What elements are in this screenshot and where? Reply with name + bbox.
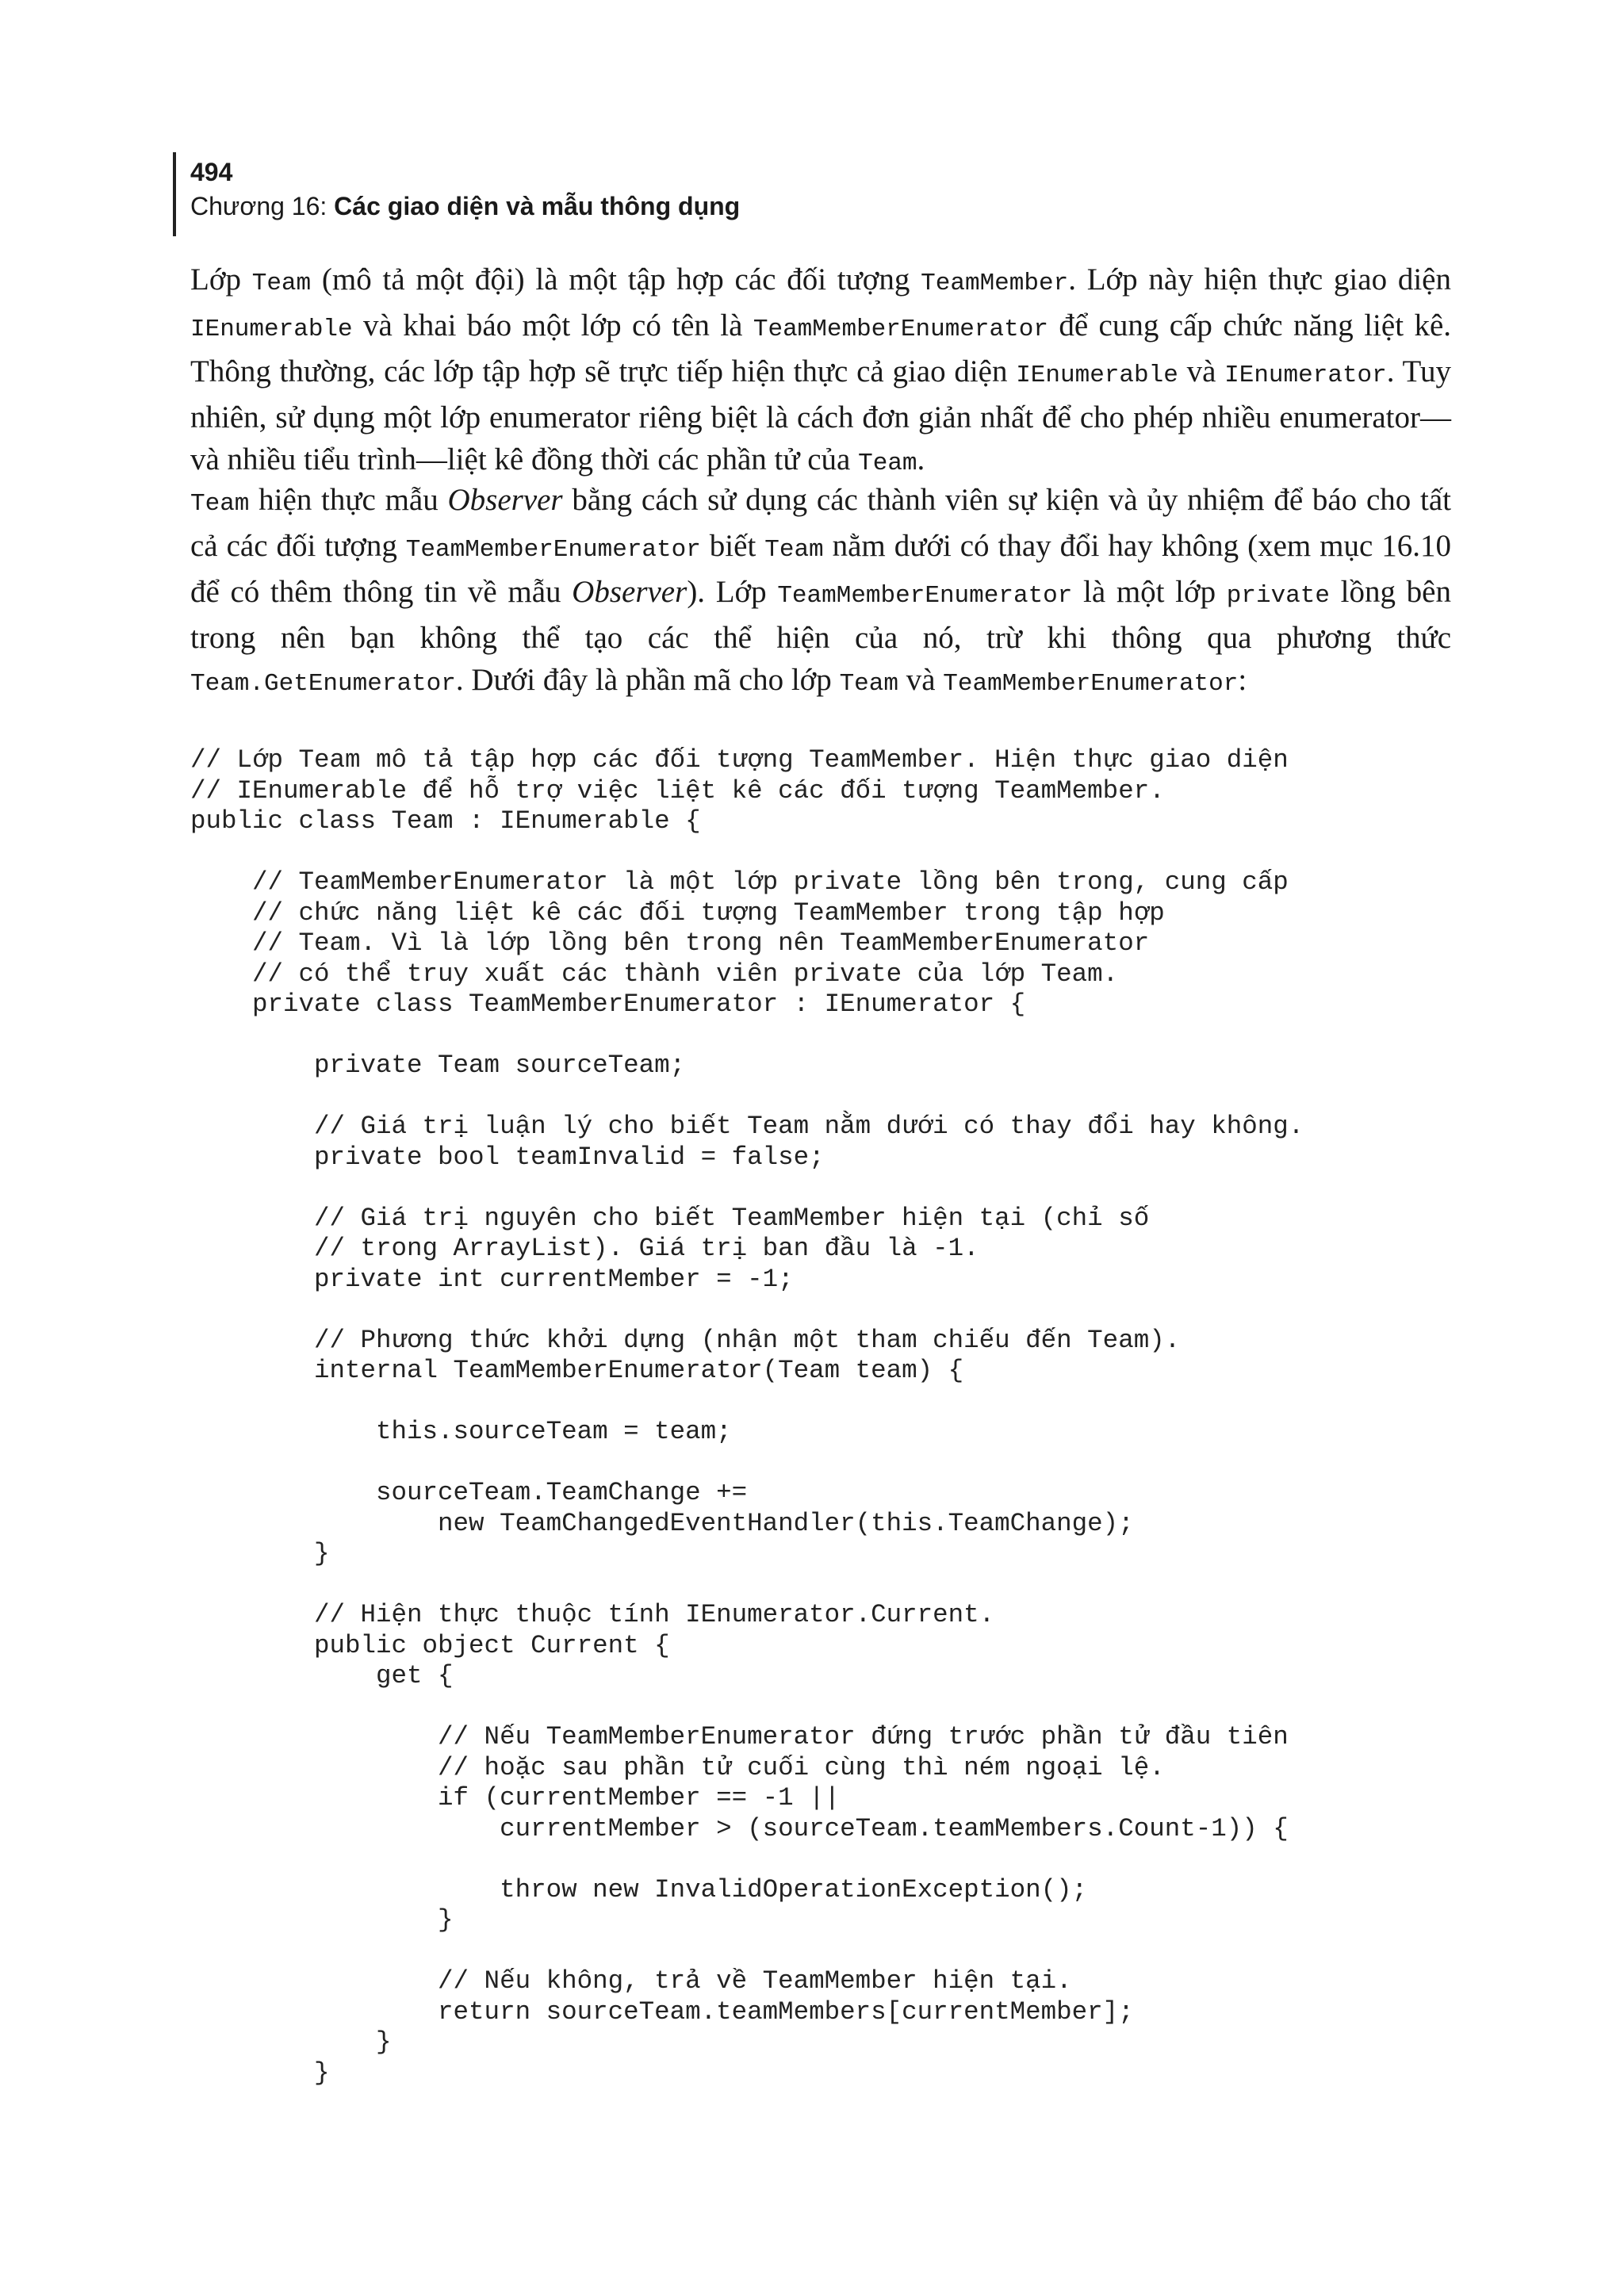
- text-run: bằng cách sử dụng các thành viên sự kiện và ủy nhiệm để báo cho tất cả các đối tượng: [190, 483, 1451, 563]
- inline-code: TeamMemberEnumerator: [753, 316, 1048, 343]
- italic-term: Observer: [447, 483, 563, 517]
- text-run: biết: [700, 529, 765, 563]
- inline-code: Team.GetEnumerator: [190, 670, 456, 698]
- chapter-prefix: Chương 16:: [190, 192, 335, 220]
- text-run: là một lớp: [1072, 575, 1227, 609]
- inline-code: TeamMemberEnumerator: [777, 582, 1073, 610]
- text-run: . Tuy nhiên, sử dụng một lớp enumerator riêng biệt là cách đơn giản nhất để cho phép nhiều enumerator—và nhiều tiểu trình—liệt kê đồng thời các phần tử của: [190, 354, 1451, 477]
- inline-code: IEnumerable: [190, 316, 353, 343]
- text-run: (mô tả một đội) là một tập hợp các đối tượng: [311, 262, 921, 297]
- text-run: nằm dưới có thay đổi hay không (xem mục 16.10 để có thêm thông tin về mẫu: [190, 529, 1452, 609]
- text-run: :: [1238, 663, 1247, 697]
- text-run: để cung cấp chức năng liệt kê. Thông thường, các lớp tập hợp sẽ trực tiếp hiện thực cả giao diện: [190, 308, 1451, 389]
- inline-code: IEnumerable: [1016, 362, 1178, 389]
- page-header: [173, 152, 740, 236]
- chapter-heading: [190, 189, 740, 224]
- text-run: . Dưới đây là phần mã cho lớp: [455, 663, 840, 697]
- inline-code: Team: [839, 670, 898, 698]
- chapter-title: Các giao diện và mẫu thông dụng: [334, 192, 741, 220]
- inline-code: Team: [858, 450, 917, 477]
- inline-code: TeamMember: [921, 270, 1069, 297]
- inline-code: TeamMemberEnumerator: [405, 536, 701, 564]
- inline-code: TeamMemberEnumerator: [943, 670, 1239, 698]
- inline-code: Team: [251, 270, 312, 297]
- paragraph-observer: [190, 479, 1451, 705]
- inline-code: private: [1226, 582, 1331, 610]
- text-run: . Lớp này hiện thực giao diện: [1068, 262, 1451, 297]
- paragraph-intro: [190, 258, 1451, 484]
- text-run: Lớp: [190, 262, 252, 297]
- inline-code: IEnumerator: [1224, 362, 1387, 389]
- inline-code: Team: [190, 490, 250, 518]
- text-run: và: [898, 663, 944, 697]
- code-listing: // Lớp Team mô tả tập hợp các đối tượng TeamMember. Hiện thực giao diện // IEnumerable để hỗ trợ việc liệt kê các đối tượng TeamMember. public class Team : IEnumerable { // TeamMemberEnumerator là một lớp private lồng bên trong, cung cấp // chức năng liệt kê các đối tượng TeamMember trong tập hợp // Team. Vì là lớp lồng bên trong nên TeamMemberEnumerator // có thể truy xuất các thành viên private của lớp Team. private class TeamMemberEnumerator : IEnumerator { private Team sourceTeam; // Giá trị luận lý cho biết Team nằm dưới có thay đổi hay không. private bool teamInvalid = false; // Giá trị nguyên cho biết TeamMember hiện tại (chỉ số // trong ArrayList). Giá trị ban đầu là -1. private int currentMember = -1; // Phương thức khởi dựng (nhận một tham chiếu đến Team). internal TeamMemberEnumerator(Team team) { this.sourceTeam = team; sourceTeam.TeamChange += new TeamChangedEventHandler(this.TeamChange); } // Hiện thực thuộc tính IEnumerator.Current. public object Current { get { // Nếu TeamMemberEnumerator đứng trước phần tử đầu tiên // hoặc sau phần tử cuối cùng thì ném ngoại lệ. if (currentMember == -1 || currentMember > (sourceTeam.teamMembers.Count-1)) { throw new InvalidOperationException(); } // Nếu không, trả về TeamMember hiện tại. return sourceTeam.teamMembers[currentMember]; } }: [190, 745, 1304, 2088]
- italic-term: Observer: [572, 575, 688, 609]
- text-run: và: [1178, 354, 1225, 389]
- inline-code: Team: [764, 536, 824, 564]
- text-run: ). Lớp: [687, 575, 778, 609]
- text-run: .: [917, 442, 925, 477]
- text-run: và khai báo một lớp có tên là: [352, 308, 753, 343]
- page-number: 494: [190, 158, 233, 186]
- text-run: lồng bên trong nên bạn không thể tạo các thể hiện của nó, trừ khi thông qua phương thức: [190, 575, 1451, 655]
- text-run: hiện thực mẫu: [249, 483, 448, 517]
